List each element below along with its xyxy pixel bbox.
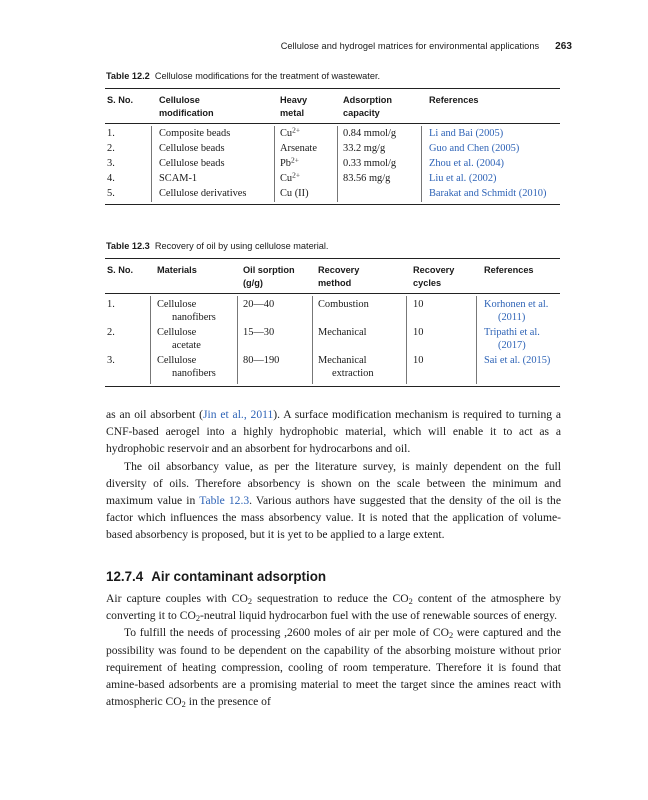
cell-method: Mechanical: [318, 355, 367, 366]
page-number: 263: [555, 41, 572, 52]
cell-sno: 4.: [107, 173, 115, 184]
section-heading: [106, 569, 326, 584]
cell-cycles: 10: [413, 327, 424, 338]
cell-sno: 1.: [107, 128, 115, 139]
cell-capacity: 83.56 mg/g: [343, 173, 391, 184]
table-12-3-col-divider: [476, 296, 477, 384]
reference-link-cont[interactable]: (2011): [498, 312, 526, 323]
paragraph: as an oil absorbent (Jin et al., 2011). A surface modification mechanism is required to turning a CNF-based aerogel into a highly hydrophobic material, which will enable it to act as a hydrophobic reservoir and an absorbent for hydrocarbons and oil.: [106, 408, 561, 456]
col-header-sorption-1: Oil sorption: [243, 265, 295, 275]
cell-sno: 2.: [107, 143, 115, 154]
table-12-2-header-rule: [105, 123, 560, 124]
cell-method: Combustion: [318, 299, 369, 310]
reference-link[interactable]: Liu et al. (2002): [429, 173, 497, 184]
cell-sorption: 15—30: [243, 327, 275, 338]
table-12-3-col-divider: [406, 296, 407, 384]
col-header-modification-1: Cellulose: [159, 95, 200, 105]
cell-sno: 5.: [107, 188, 115, 199]
table-12-3-caption-text: Recovery of oil by using cellulose material.: [154, 241, 329, 251]
table-12-3-col-divider: [237, 296, 238, 384]
table-12-2-col-divider: [151, 126, 152, 202]
paragraph: To fulfill the needs of processing ,2600 moles of air per mole of $CO_2$ were captured and the possibility was found to be dependent on the capability of the absorbing moisture without prior requirement of heating compression, cooling of room temperature. Therefore it is found that amine-based adsorbents are a promising material to meet the target since the amines react with atmospheric $CO_2$ in the presence of: [106, 626, 562, 710]
table-12-3-header-rule: [105, 293, 560, 294]
col-header-method-1: Recovery: [318, 265, 360, 275]
cell-material-cont: nanofibers: [172, 368, 216, 379]
col-header-metal-2: metal: [280, 108, 305, 118]
body-paragraphs-upper: [106, 406, 561, 544]
cell-modification: Cellulose beads: [159, 143, 225, 154]
cell-capacity: 0.33 mmol/g: [343, 158, 397, 169]
cell-sno: 1.: [107, 299, 115, 310]
cell-metal: Cu (II): [280, 188, 309, 199]
col-header-references: References: [429, 95, 479, 105]
cell-metal: $Cu^{2+}$: [280, 125, 301, 139]
cell-method: Mechanical: [318, 327, 367, 338]
running-head: [281, 41, 572, 52]
table-12-2-bottom-rule: [105, 204, 560, 205]
table-12-2-caption: [106, 71, 380, 81]
table-12-2-caption-text: Cellulose modifications for the treatment of wastewater.: [154, 71, 381, 81]
table-12-3-top-rule: [105, 258, 560, 259]
reference-link[interactable]: Li and Bai (2005): [429, 128, 504, 139]
reference-link[interactable]: Sai et al. (2015): [484, 355, 551, 366]
table-12-2-col-divider: [274, 126, 275, 202]
table-12-2-label: Table 12.2: [106, 71, 150, 81]
table-12-3-label: Table 12.3: [106, 241, 150, 251]
table-12-3-col-divider: [312, 296, 313, 384]
col-header-method-2: method: [318, 278, 352, 288]
table-12-2-top-rule: [105, 88, 560, 89]
running-head-title: Cellulose and hydrogel matrices for environmental applications: [280, 41, 540, 51]
col-header-capacity-2: capacity: [343, 108, 380, 118]
cell-sorption: 20—40: [243, 299, 275, 310]
reference-link[interactable]: Tripathi et al.: [484, 327, 540, 338]
col-header-sno: S. No.: [107, 95, 134, 105]
cell-metal: $Cu^{2+}$: [280, 170, 301, 184]
cell-material: Cellulose: [157, 355, 197, 366]
col-header-capacity-1: Adsorption: [343, 95, 392, 105]
reference-link[interactable]: Zhou et al. (2004): [429, 158, 505, 169]
table-12-3-bottom-rule: [105, 386, 560, 387]
table-12-2-col-divider: [421, 126, 422, 202]
col-header-sorption-2: (g/g): [243, 278, 263, 288]
col-header-sno: S. No.: [107, 265, 134, 275]
cell-method-cont: extraction: [332, 368, 374, 379]
cell-capacity: 33.2 mg/g: [343, 143, 386, 154]
col-header-cycles-1: Recovery: [413, 265, 455, 275]
cell-metal: $Pb^{2+}$: [280, 155, 299, 169]
paragraph: The oil absorbancy value, as per the literature survey, is mainly dependent on the full diversity of oils. Therefore absorbency is shown on the scale between the minimum and maximum value in Table 12.3. Various authors have suggested that the density of the oil is the factor which influences the mass absorbency value. It is noted that the application of volume-based absorbency is proposed, but it is yet to be applied to a large extent.: [106, 459, 561, 542]
cell-cycles: 10: [413, 355, 424, 366]
table-12-3-col-divider: [150, 296, 151, 384]
cell-cycles: 10: [413, 299, 424, 310]
col-header-cycles-2: cycles: [413, 278, 442, 288]
table-12-2-col-divider: [337, 126, 338, 202]
cell-modification: Cellulose beads: [159, 158, 225, 169]
reference-link-cont[interactable]: (2017): [498, 340, 526, 351]
col-header-modification-2: modification: [159, 108, 214, 118]
table-12-3-caption: [106, 241, 328, 251]
cell-modification: Composite beads: [159, 128, 231, 139]
reference-link[interactable]: Guo and Chen (2005): [429, 143, 520, 154]
cell-sno: 3.: [107, 355, 115, 366]
cell-modification: Cellulose derivatives: [159, 188, 247, 199]
reference-link[interactable]: Korhonen et al.: [484, 299, 549, 310]
cell-material: Cellulose: [157, 299, 197, 310]
col-header-metal-1: Heavy: [280, 95, 308, 105]
cell-material-cont: acetate: [172, 340, 201, 351]
cell-material: Cellulose: [157, 327, 197, 338]
section-number: 12.7.4: [106, 569, 144, 584]
body-paragraphs-lower: [106, 590, 561, 710]
reference-link[interactable]: Barakat and Schmidt (2010): [429, 188, 547, 199]
cell-modification: SCAM-1: [159, 173, 198, 184]
cell-sorption: 80—190: [243, 355, 280, 366]
cell-material-cont: nanofibers: [172, 312, 216, 323]
table-reference-link[interactable]: Table 12.3: [199, 494, 250, 508]
col-header-references: References: [484, 265, 534, 275]
citation-link[interactable]: Jin et al., 2011: [203, 408, 274, 421]
cell-metal: Arsenate: [280, 143, 317, 154]
cell-capacity: 0.84 mmol/g: [343, 128, 397, 139]
cell-sno: 2.: [107, 327, 115, 338]
cell-sno: 3.: [107, 158, 115, 169]
col-header-materials: Materials: [157, 265, 197, 275]
paragraph: Air capture couples with $CO_2$ sequestration to reduce the $CO_2$ content of the atmosphere by converting it to $CO_2$-neutral liquid hydrocarbon fuel with the use of renewable sources of energy.: [106, 592, 561, 624]
section-title: Air contaminant adsorption: [151, 569, 327, 584]
